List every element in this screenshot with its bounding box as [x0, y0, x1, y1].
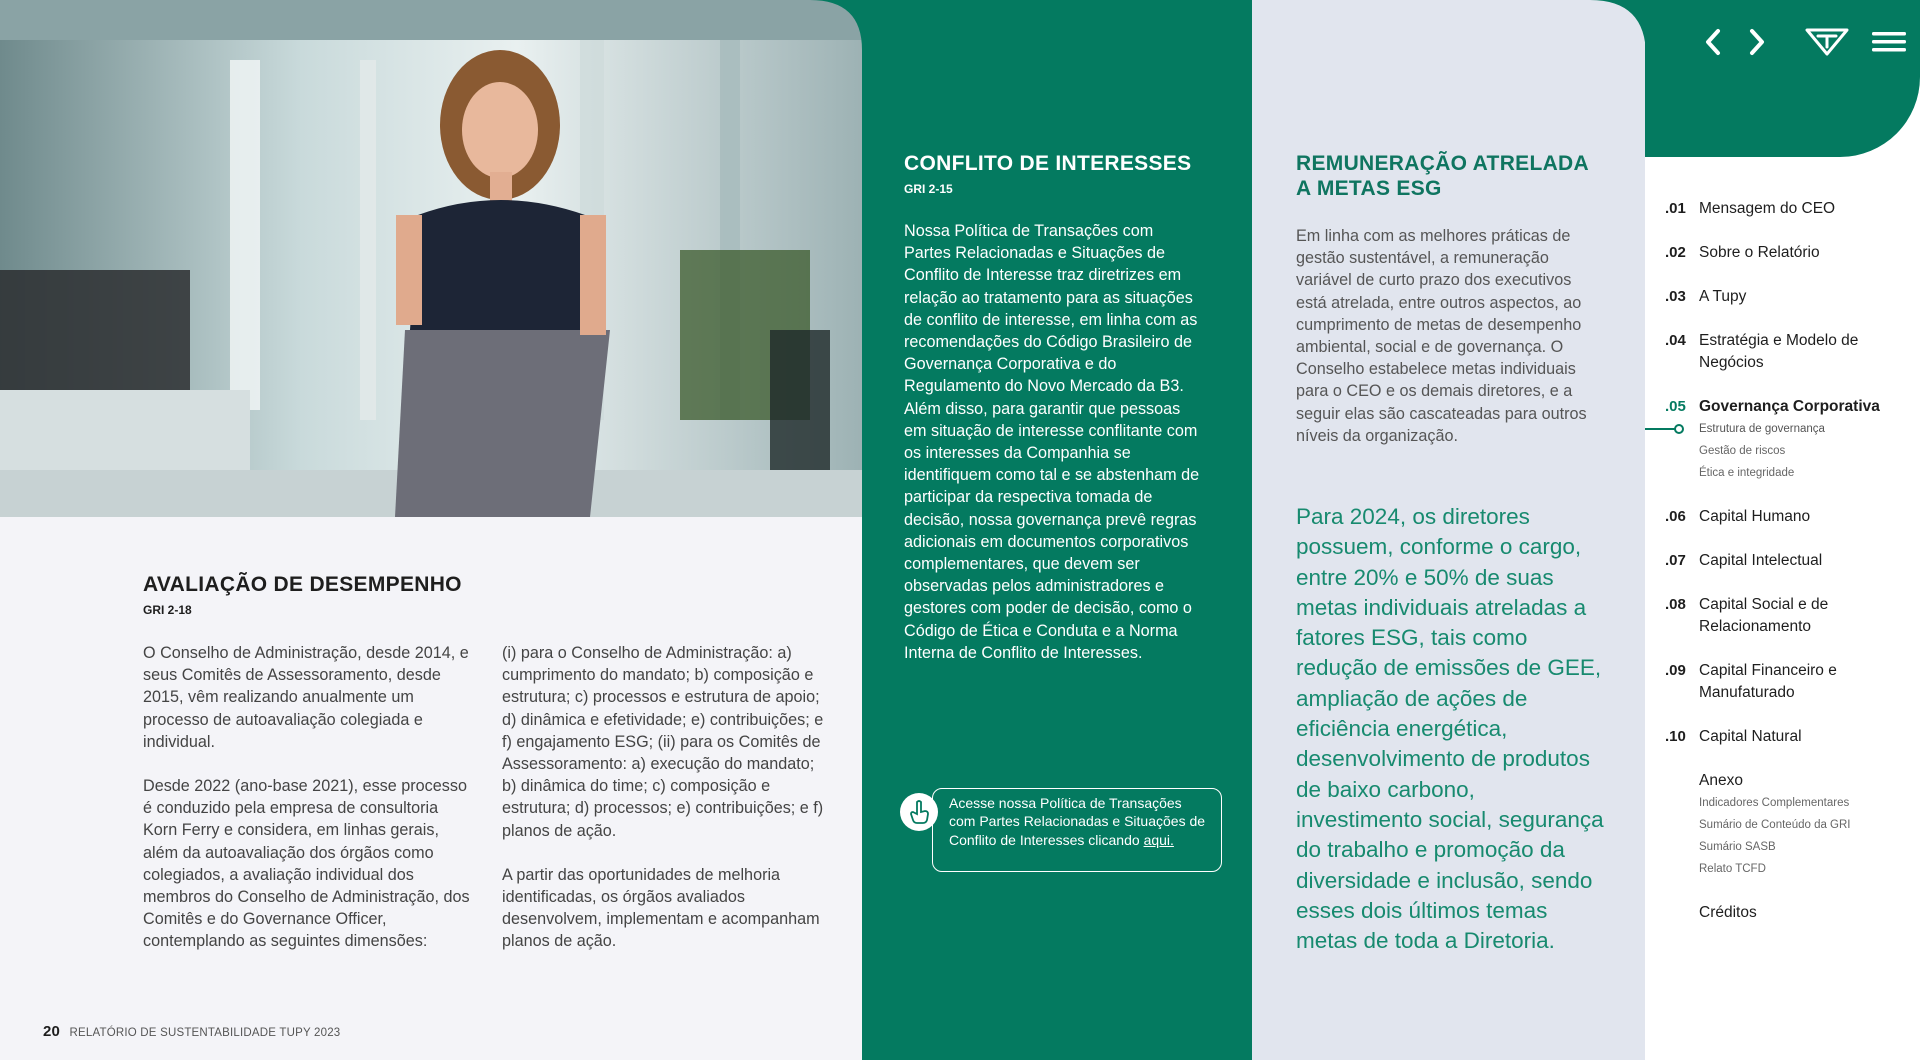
nav-item-number: .10 [1665, 728, 1686, 745]
current-section-marker-icon [1645, 423, 1685, 435]
nav-item-annex[interactable] [1665, 770, 1920, 792]
nav-item-ceo-message[interactable] [1665, 198, 1920, 220]
panel-tab-corner [1590, 0, 1646, 56]
nav-group-annex [1665, 770, 1920, 880]
nav-item-label: Anexo [1699, 772, 1743, 789]
table-of-contents [1665, 198, 1920, 946]
nav-item-number: .06 [1665, 508, 1686, 525]
performance-title: AVALIAÇÃO DE DESEMPENHO [143, 573, 462, 596]
nav-item-governance[interactable] [1665, 396, 1920, 418]
nav-group-governance [1665, 396, 1920, 484]
nav-subitem-tcfd-report[interactable]: Relato TCFD [1699, 863, 1766, 875]
nav-item-label: Mensagem do CEO [1699, 200, 1836, 217]
remuneration-panel [1252, 0, 1645, 1060]
nav-item-credits[interactable] [1665, 902, 1920, 924]
nav-item-label: Capital Natural [1699, 728, 1802, 745]
page-number: 20 [43, 1023, 61, 1040]
menu-icon[interactable] [1867, 22, 1911, 62]
nav-item-number: .08 [1665, 596, 1686, 613]
nav-item-human-capital[interactable] [1665, 506, 1920, 528]
nav-item-label: Capital Social e de Relacionamento [1699, 596, 1829, 635]
remuneration-body: Em linha com as melhores práticas de gestão sustentável, a remuneração variável de curto prazo dos executivos está atrelada, entre outros aspectos, ao cumprimento de metas de desempenho ambiental, social e de governança. O Conselho estabelece metas individuais para o CEO e os demais diretores, e a seguir elas são cascateadas para outros níveis da organização. [1296, 227, 1587, 445]
nav-item-strategy[interactable] [1665, 330, 1865, 374]
page-footer [43, 1023, 340, 1040]
performance-column-2 [502, 642, 832, 975]
nav-subitem-complementary-indicators[interactable]: Indicadores Complementares [1699, 797, 1850, 809]
nav-item-about-report[interactable] [1665, 242, 1920, 264]
navigation-panel [1645, 0, 1920, 1060]
tupy-logo-icon[interactable] [1797, 22, 1857, 62]
performance-paragraph: A partir das oportunidades de melhoria identificadas, os órgãos avaliados desenvolvem, implementam e acompanham planos de ação. [502, 865, 820, 951]
nav-item-label: Estratégia e Modelo de Negócios [1699, 332, 1859, 371]
conflict-title: CONFLITO DE INTERESSES [904, 152, 1192, 175]
nav-item-number: .07 [1665, 552, 1686, 569]
performance-column-1 [143, 642, 473, 975]
policy-link-box[interactable] [932, 788, 1222, 872]
performance-paragraph: (i) para o Conselho de Administração: a) cumprimento do mandato; b) composição e estrutura; c) processos e estrutura de apoio; d) dinâmica e efetividade; e) contribuições; e f) engajamento ESG; (ii) para os Comitês de Assessoramento: a) execução do mandato; b) dinâmica do time; c) composição e estrutura; d) processos; e) contribuições; e f) planos de ação. [502, 644, 824, 840]
remuneration-title: REMUNERAÇÃO ATRELADA A METAS ESG [1296, 152, 1589, 200]
nav-item-label: Capital Humano [1699, 508, 1811, 525]
chevron-left-icon[interactable] [1691, 22, 1735, 62]
performance-paragraph: O Conselho de Administração, desde 2014, e seus Comitês de Assessoramento, desde 2015, vêm realizando anualmente um processo de autoavaliação colegiada e individual. [143, 644, 469, 751]
policy-link[interactable]: aqui. [1143, 831, 1174, 848]
report-name: RELATÓRIO DE SUSTENTABILIDADE TUPY 2023 [69, 1027, 341, 1039]
nav-item-number: .09 [1665, 662, 1686, 679]
executive-photo [0, 0, 862, 517]
panel-tab-corner [810, 0, 862, 50]
nav-subitem-sasb-index[interactable]: Sumário SASB [1699, 841, 1776, 853]
nav-item-label: Créditos [1699, 904, 1757, 921]
nav-item-number: .03 [1665, 288, 1686, 305]
nav-item-label: A Tupy [1699, 288, 1747, 305]
nav-item-tupy[interactable] [1665, 286, 1920, 308]
nav-item-intellectual-capital[interactable] [1665, 550, 1920, 572]
performance-gri: GRI 2-18 [143, 603, 192, 617]
nav-item-number: .05 [1665, 398, 1686, 415]
nav-item-label: Sobre o Relatório [1699, 244, 1820, 261]
nav-item-label: Capital Financeiro e Manufaturado [1699, 662, 1837, 701]
policy-link-text: Acesse nossa Política de Transações com Partes Relacionadas e Situações de Conflito de Interesses clicando [949, 795, 1206, 848]
nav-subitem-risk-management[interactable]: Gestão de riscos [1699, 445, 1786, 457]
nav-subitem-gri-index[interactable]: Sumário de Conteúdo da GRI [1699, 819, 1851, 831]
nav-item-financial-capital[interactable] [1665, 660, 1865, 704]
nav-subitem-governance-structure[interactable]: Estrutura de governança [1699, 423, 1825, 435]
nav-item-number: .01 [1665, 200, 1686, 217]
conflict-body: Nossa Política de Transações com Partes Relacionadas e Situações de Conflito de Interesse traz diretrizes em relação ao tratamento para as situações de conflito de interesse, em linha com as recomendações do Código Brasileiro de Governança Corporativa e do Regulamento do Novo Mercado da B3. Além disso, para garantir que pessoas em situação de interesse conflitante com os interesses da Companhia se identifiquem como tal e se abstenham de participar da respectiva tomada de decisão, nossa governança prevê regras adicionais em documentos corporativos complementares, que devem ser observadas pelos administradores e gestores com poder de decisão, como o Código de Ética e Conduta e a Norma Interna de Conflito de Interesses. [904, 222, 1200, 662]
conflict-gri: GRI 2-15 [904, 182, 953, 196]
remuneration-section [1296, 151, 1606, 447]
performance-paragraph: Desde 2022 (ano-base 2021), esse processo é conduzido pela empresa de consultoria Korn Ferry e considera, em linhas gerais, além da autoavaliação dos órgãos como colegiados, a avaliação individual dos membros do Conselho de Administração, dos Comitês e do Governance Officer, contemplando as seguintes dimensões: [143, 777, 470, 951]
remuneration-highlight: Para 2024, os diretores possuem, conforme o cargo, entre 20% e 50% de suas metas individuais atreladas a fatores ESG, tais como redução de emissões de GEE, ampliação de ações de eficiência energética, desenvolvimento de produtos de baixo carbono, investimento social, segurança do trabalho e promoção da diversidade e inclusão, sendo esses dois últimos temas metas de toda a Diretoria. [1296, 504, 1604, 954]
chevron-right-icon[interactable] [1735, 22, 1779, 62]
nav-item-label: Capital Intelectual [1699, 552, 1823, 569]
nav-item-number: .04 [1665, 332, 1686, 349]
conflict-section [904, 151, 1204, 664]
nav-item-natural-capital[interactable] [1665, 726, 1920, 748]
nav-subitem-ethics[interactable]: Ética e integridade [1699, 467, 1795, 479]
nav-item-social-capital[interactable] [1665, 594, 1865, 638]
conflict-panel [862, 0, 1252, 1060]
photo-panel [0, 0, 862, 1060]
panel-tab-corner [1186, 0, 1252, 60]
nav-item-number: .02 [1665, 244, 1686, 261]
performance-section [143, 572, 843, 951]
nav-item-label: Governança Corporativa [1699, 398, 1880, 415]
